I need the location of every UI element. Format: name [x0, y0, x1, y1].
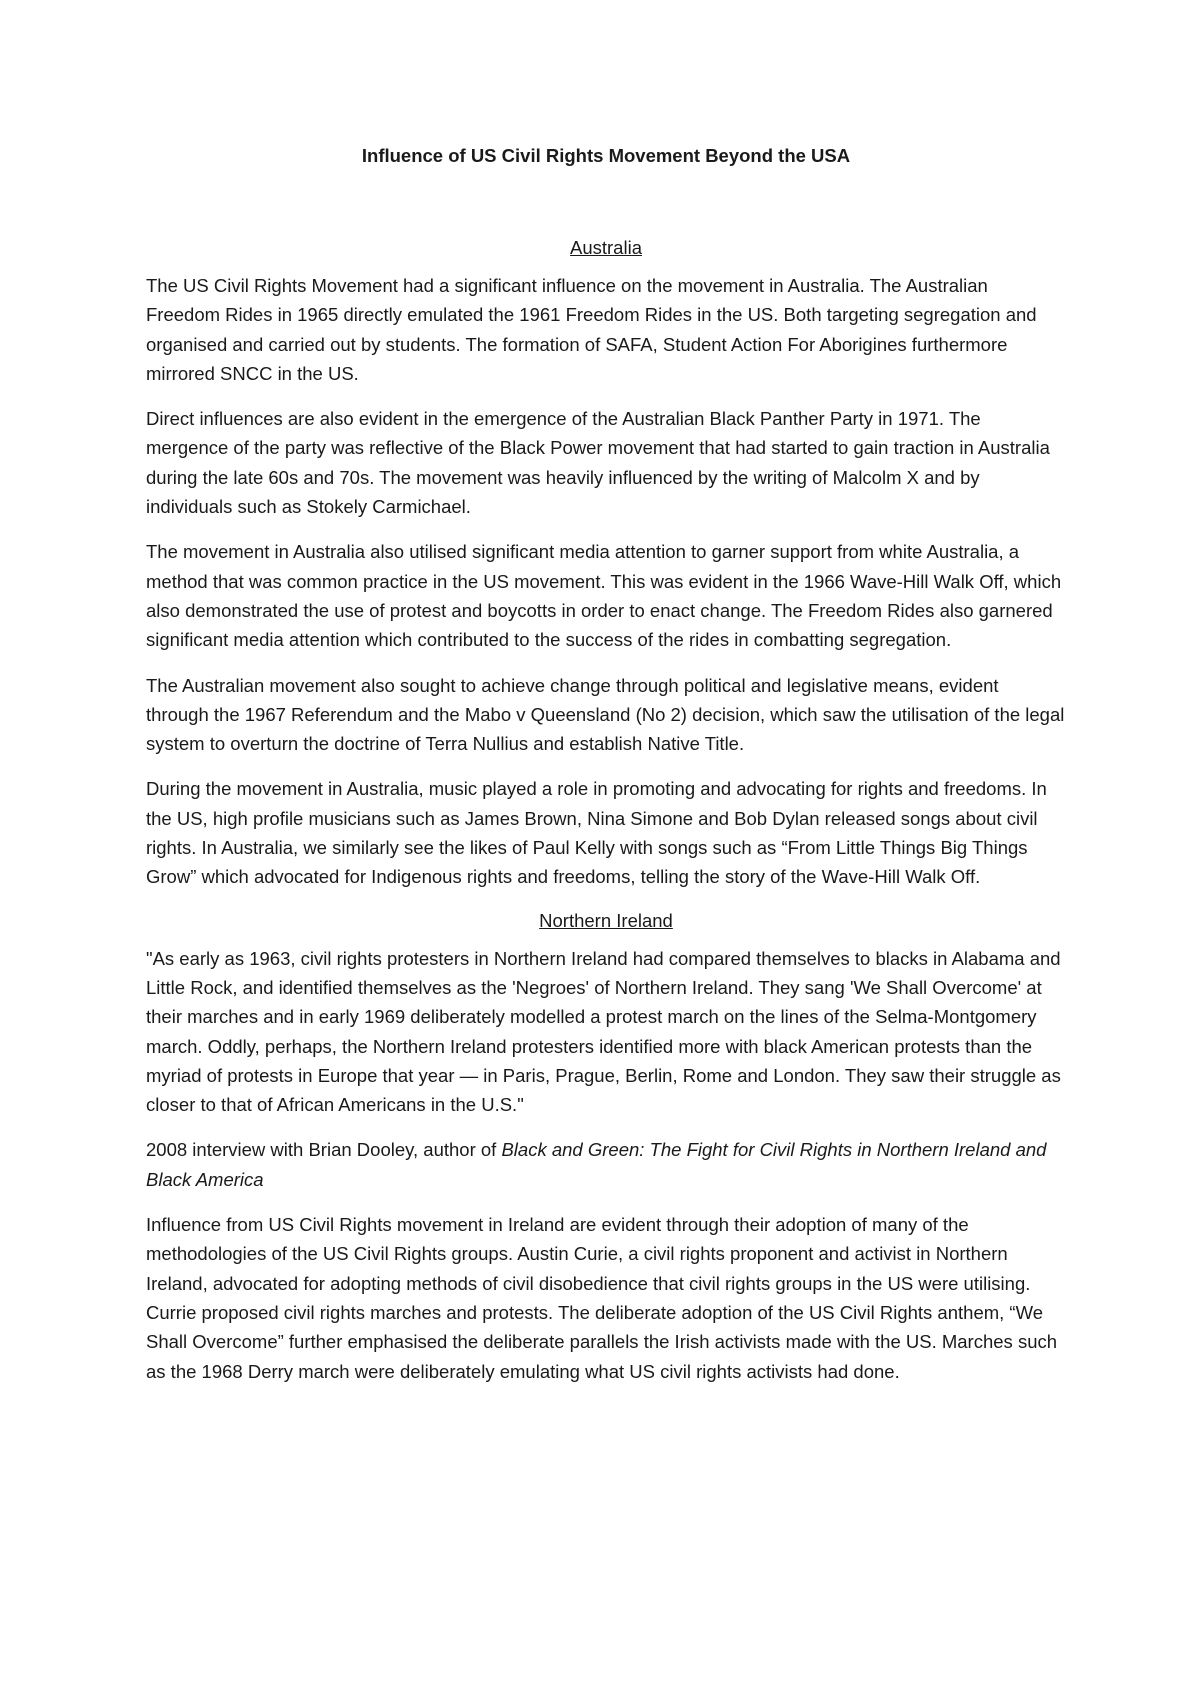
citation	[146, 1135, 1066, 1194]
paragraph: During the movement in Australia, music played a role in promoting and advocating for rights and freedoms. In the US, high profile musicians such as James Brown, Nina Simone and Bob Dylan released songs about civil rights. In Australia, we similarly see the likes of Paul Kelly with songs such as “From Little Things Big Things Grow” which advocated for Indigenous rights and freedoms, telling the story of the Wave-Hill Walk Off.	[146, 778, 1047, 888]
paragraph: Influence from US Civil Rights movement in Ireland are evident through their adoption of many of the methodologies of the US Civil Rights groups. Austin Curie, a civil rights proponent and activist in Northern Ireland, advocated for adopting methods of civil disobedience that civil rights groups in the US were utilising. Currie proposed civil rights marches and protests. The deliberate adoption of the US Civil Rights anthem, “We Shall Overcome” further emphasised the deliberate parallels the Irish activists made with the US. Marches such as the 1968 Derry march were deliberately emulating what US civil rights activists had done.	[146, 1214, 1058, 1382]
section-heading-northern-ireland: Northern Ireland	[539, 909, 673, 931]
paragraph: Direct influences are also evident in the emergence of the Australian Black Panther Party in 1971. The mergence of the party was reflective of the Black Power movement that had started to gain traction in Australia during the late 60s and 70s. The movement was heavily influenced by the writing of Malcolm X and by individuals such as Stokely Carmichael.	[146, 408, 1050, 518]
paragraph: The Australian movement also sought to achieve change through political and legislative means, evident through the 1967 Referendum and the Mabo v Queensland (No 2) decision, which saw the utilisation of the legal system to overturn the doctrine of Terra Nullius and establish Native Title.	[146, 674, 1065, 755]
paragraph: The US Civil Rights Movement had a significant influence on the movement in Australia. The Australian Freedom Rides in 1965 directly emulated the 1961 Freedom Rides in the US. Both targeting segregation and organised and carried out by students. The formation of SAFA, Student Action For Aborigines furthermore mirrored SNCC in the US.	[146, 275, 1037, 384]
document-body	[146, 143, 1066, 1402]
paragraph: The movement in Australia also utilised significant media attention to garner support from white Australia, a method that was common practice in the US movement. This was evident in the 1966 Wave-Hill Walk Off, which also demonstrated the use of protest and boycotts in order to enact change. The Freedom Rides also garnered significant media attention which contributed to the success of the rides in combatting segregation.	[146, 541, 1062, 651]
document-title: Influence of US Civil Rights Movement Beyond the USA	[361, 145, 851, 166]
citation-prefix: 2008 interview with Brian Dooley, author of	[146, 1139, 502, 1161]
quote-paragraph: "As early as 1963, civil rights protesters in Northern Ireland had compared themselves to blacks in Alabama and Little Rock, and identified themselves as the 'Negroes' of Northern Ireland. They sang 'We Shall Overcome' at their marches and in early 1969 deliberately modelled a protest march on the lines of the Selma-Montgomery march. Oddly, perhaps, the Northern Ireland protesters identified more with black American protests than the myriad of protests in Europe that year — in Paris, Prague, Berlin, Rome and London. They saw their struggle as closer to that of African Americans in the U.S."	[146, 947, 1061, 1116]
section-australia	[146, 235, 1066, 892]
section-northern-ireland	[146, 908, 1066, 1386]
section-heading-australia: Australia	[570, 237, 642, 258]
citation-book-title: Black and Green: The Fight for Civil Rights in Northern Ireland and Black America	[146, 1139, 1047, 1190]
